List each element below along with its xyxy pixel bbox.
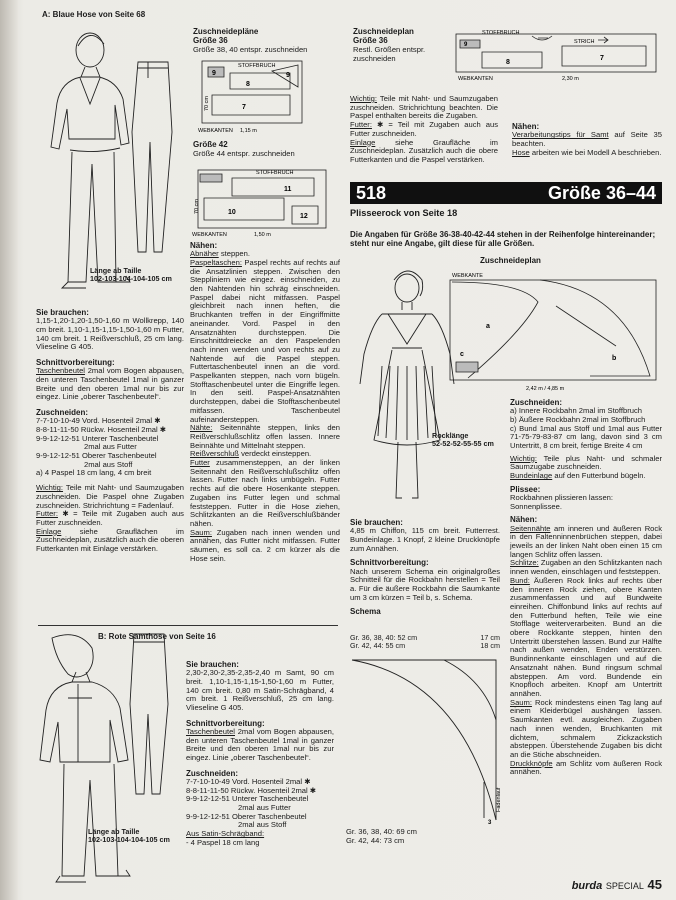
footer-page-number: 45: [647, 877, 662, 892]
b-cut-list: [186, 778, 334, 830]
section-b-title: B: Rote Samthose von Seite 16: [98, 632, 216, 641]
a-plans-size42-note: Größe 44 entspr. zuschneiden: [193, 149, 295, 158]
b-prep-keyword: Taschenbeutel: [186, 726, 235, 736]
s518-cut-b: b) Äußere Rockbahn 2mal im Stoffbruch: [510, 414, 646, 424]
a-prep-text: 2mal vom Bogen abpausen, den unteren Taschenbeutel 1mal in ganzer Breite und den oberen 1mal nur bis zur eingez. Linie „oberer Taschenbeutel“.: [36, 366, 184, 402]
section-518-banner: [350, 182, 662, 204]
a-rv-text: verdeckt einsteppen.: [241, 449, 312, 459]
a-saum-text: Zugaben nach innen wenden und annähen, das Futter nicht mitfassen. Futter säumen, es soll ca. 2 cm kürzer als die Hose sein.: [190, 527, 340, 563]
a-plans-size36-note: Größe 38, 40 entspr. zuschneiden: [193, 45, 308, 54]
a-cut-line: 2mal aus Stoff: [84, 459, 133, 469]
b-plan-note1: Restl. Größen entspr.: [353, 45, 426, 54]
s518-need-text: 4,85 m Chiffon, 115 cm breit. Futterrest. Bundeinlage. 1 Knopf, 2 kleine Druckknöpfe zum Annähen.: [350, 526, 500, 553]
a-cut-plan-36: [190, 55, 310, 137]
s518-n3-text: Äußeren Rock links auf rechts über den inneren Rock ziehen, obere Kanten zusammenfassen und auf Bundweite einreihen. Chiffonbund links auf rechts auf den Futterbund heften, Teile wie eine Stofflage weiterverarbeiten. Bund an die obere Rockkante steppen, hinten den Untertritt überstehen lassen. Bund zur Hälfte nach außen wenden, Enden verstürzen. Bundinnenkante einschlagen und auf die Ansatznaht nähen. Bund ringsum schmal absteppen. Am vord. Bundende ein Knopfloch arbeiten. Knopf am Untertritt annähen.: [510, 575, 662, 698]
figure-a-illustration: [30, 22, 190, 302]
b-hose-keyword: Hose: [512, 147, 530, 157]
s518-cut-heading: Zuschneiden:: [510, 398, 563, 407]
b-plan-stoffbruch: STOFFBRUCH: [482, 30, 520, 36]
a-naehen-heading: Nähen:: [190, 241, 218, 250]
b-prep-heading: Schnittvorbereitung:: [186, 718, 265, 728]
plan518-webkante: WEBKANTE: [452, 273, 483, 279]
page-gutter: [0, 0, 18, 900]
footer-brand: burda: [571, 880, 603, 892]
s518-materials: [350, 518, 500, 617]
b-plan-size: Größe 36: [353, 36, 388, 45]
a-plan42-stoffbruch: STOFFBRUCH: [256, 170, 294, 176]
s518-n3-keyword: Bund:: [510, 575, 530, 585]
a-abnaeher-text: steppen.: [220, 249, 250, 259]
a-einlage-text: siehe Grauflächen im Zuschneideplan, zusätzlich auch die oberen Futterkanten mit Einlage verstärken.: [36, 526, 184, 554]
section-518-intro: Die Angaben für Größe 36-38-40-42-44 stehen in der Reihenfolge hintereinander; steht nur eine Angabe, gilt diese für alle Größen.: [350, 230, 656, 249]
a-einlage-keyword: Einlage: [36, 526, 62, 536]
a-rv-keyword: Reißverschluß: [190, 449, 239, 459]
a-cut-line: 2mal aus Futter: [84, 442, 137, 452]
b-prep-text: 2mal vom Bogen abpausen, den unteren Taschenbeutel 1mal in ganzer Breite und den oberen 1mal nur bis zur eingez. Linie „oberer Taschenbeutel“.: [186, 726, 334, 763]
svg-text:8: 8: [506, 59, 510, 66]
b-futter-text: ✱ = Teil mit Zugaben auch aus Futter zuschneiden.: [350, 120, 498, 138]
a-cut-line: 8-8-11-11-50 Rückw. Hosenteil 2mal ✱: [36, 424, 167, 434]
svg-text:c: c: [460, 351, 464, 358]
b-cut-line: 9-9-12-12-51 Oberer Taschenbeutel: [186, 811, 307, 821]
a-plan42-height: 70 cm: [194, 199, 200, 214]
svg-text:a: a: [486, 323, 490, 330]
schema-l1b: 17 cm: [480, 633, 500, 642]
a-plan36-webkanten: WEBKANTEN: [198, 128, 233, 134]
a-plan36-height: 70 cm: [204, 96, 210, 111]
a-sewing-instructions: [190, 241, 340, 564]
schema-l2b: 18 cm: [480, 641, 500, 651]
svg-text:11: 11: [284, 186, 292, 193]
a-cut-line: a) 4 Paspel 18 cm lang, 4 cm breit: [36, 468, 152, 478]
page-footer: [572, 877, 662, 892]
b-notes-right: [512, 122, 662, 157]
b-plan-strich: STRICH: [574, 39, 595, 45]
a-length-sizes: 102-103-104-104-105 cm: [90, 274, 172, 283]
svg-text:3: 3: [488, 820, 492, 826]
b-materials: [186, 660, 334, 848]
b-wichtig-keyword: Wichtig:: [350, 94, 378, 103]
s518-bund-text: auf den Futterbund bügeln.: [554, 471, 646, 481]
svg-text:b: b: [612, 355, 617, 362]
schema-diagram: [344, 652, 508, 828]
s518-bund-keyword: Bundeinlage: [510, 471, 553, 481]
a-plans-size36: Größe 36: [193, 36, 228, 45]
b-plan-width: 2,30 m: [562, 76, 579, 82]
section-518-number: 518: [356, 183, 387, 203]
figure-b-illustration: [30, 628, 190, 890]
a-cut-line: 9-9-12-12-51 Unterer Taschenbeutel: [36, 433, 159, 443]
b-length-sizes: 102-103-104-104-105 cm: [88, 835, 170, 844]
plan518-width: 2,42 m / 4,85 m: [526, 386, 565, 392]
a-plan36-width: 1,15 m: [240, 128, 257, 134]
a-futter-keyword: Futter:: [36, 509, 58, 519]
schema-b2: Gr. 42, 44: 73 cm: [346, 835, 405, 845]
b-plan-heading: Zuschneideplan: [353, 27, 414, 36]
a-cut-line: 7-7-10-10-49 Vord. Hosenteil 2mal ✱: [36, 416, 161, 426]
s518-wichtig-keyword: Wichtig:: [510, 453, 538, 463]
s518-prep-heading: Schnittvorbereitung:: [350, 558, 429, 568]
a-abnaeher-keyword: Abnäher: [190, 249, 219, 259]
a-length-label: Länge ab Taille: [90, 266, 142, 275]
a-plan42-webkanten: WEBKANTEN: [192, 232, 227, 238]
a-materials: [36, 308, 184, 554]
section-a-title: A: Blaue Hose von Seite 68: [42, 10, 146, 19]
s518-naehen-heading: Nähen:: [510, 515, 538, 525]
a-plans-heading: Zuschneidepläne: [193, 27, 259, 36]
b-satin-text: - 4 Paspel 18 cm lang: [186, 837, 260, 847]
a-cut-list: [36, 417, 184, 478]
b-cut-heading: Zuschneiden:: [186, 768, 239, 778]
schema-b1: Gr. 36, 38, 40: 69 cm: [346, 827, 417, 836]
a-paspel-text: Paspel rechts auf rechts auf die Ansatzlinien steppen. Zwischen den Steppliniern wie eingez. einschneiden, zu den Nahtenden hin schräg einschneiden. Paspel dabei nicht mitfassen. Paspel gleichbreit nach innen heften, die Bruchkanten treffen in der Eingriffmitte aneinander. Vord. Paspel in den Ansatznähten durchsteppen. Die Einschnittdreiecke an den Paspelenden nach innen wenden und von rechts auf zu Nahtende auf die Paspel steppen. Futtertaschenbeutel innen an die vord. Paspelkanten steppen, nach vorn bügeln. Stofftaschenbeutel unter die Eingriffe legen. In den seitl. Paspel-Ansatznähten durchsteppen, dabei die Stofftaschenbeutel mitfassen. Taschenbeutel aufeinandersteppen.: [190, 257, 340, 424]
a-prep-keyword: Taschenbeutel: [36, 366, 85, 376]
s518-n5-keyword: Druckknöpfe: [510, 758, 553, 768]
svg-text:8: 8: [246, 81, 250, 88]
b-wichtig-text: Teile mit Naht- und Saumzugaben zuschneiden. Strichrichtung beachten. Die Paspel enthalten bereits die Zugaben.: [350, 94, 498, 121]
a-naehte-text: Seitennähte steppen, links den Reißverschlußschlitz offen lassen. Innere Beinnähte und Mittelnaht steppen.: [190, 423, 340, 450]
s518-n1-text: am inneren und äußeren Rock in den Faltenninnenbrüchen steppen, dabei jeweils an der linken Naht oben einen 15 cm langen Schlitz offen lassen.: [510, 523, 662, 559]
b-cut-line: 7-7-10-10-49 Vord. Hosenteil 2mal ✱: [186, 776, 311, 786]
section-518-title: Plisseerock von Seite 18: [350, 208, 458, 218]
a-futter-text: ✱ = Teile mit Zugaben auch aus Futter zuschneiden.: [36, 509, 184, 527]
svg-text:12: 12: [300, 213, 308, 220]
s518-n2-keyword: Schlitze:: [510, 558, 539, 568]
a-plans-size42: Größe 42: [193, 140, 228, 149]
b-naehen-heading: Nähen:: [512, 122, 540, 131]
b-cut-line: 8-8-11-11-50 Rückw. Hosenteil 2mal ✱: [186, 785, 317, 795]
a-warn-text: Teile mit Naht- und Saumzugaben zuschneiden. Die Paspel ohne Zugaben zuschneiden. Strichrichtung = Fadenlauf.: [36, 483, 184, 510]
schema-side-fadenlauf: Fadenlauf: [496, 787, 502, 812]
a-saum-keyword: Saum:: [190, 527, 212, 537]
s518-prep-text: Nach unserem Schema ein originalgroßes Schnitteil für die Rockbahn herstellen = Teil a. Für die äußere Rockbahn die Saumkante um 3 cm kürzen = Teil b, s. Schema.: [350, 566, 500, 602]
s518-wichtig-text: Teile plus Naht- und schmaler Saumzugabe zuschneiden.: [510, 453, 662, 472]
section-518-sizes: Größe 36–44: [547, 183, 656, 203]
b-hose-text: arbeiten wie bei Modell A beschrieben.: [531, 147, 662, 157]
a-cut-line: 9-9-12-12-51 Oberer Taschenbeutel: [36, 451, 157, 461]
s518-n4-text: Rock mindestens einen Tag lang auf einem Kleiderbügel aushängen lassen. Saumkanten evtl. ausgleichen. Zugaben nach innen wenden, Bruchkanten mit dichtem, schmalem Zickzackstich absteppen. Überstehende Zugaben bis dicht an die Stiche abschneiden.: [510, 697, 662, 759]
schema-labels-top: [350, 634, 500, 651]
rock-length-sizes: 52-52-52-55-55 cm: [432, 439, 494, 448]
s518-plissee-text: Rockbahnen plissieren lassen: Sonnenplissee.: [510, 493, 613, 511]
s518-cut-c: c) Bund 1mal aus Stoff und 1mal aus Futter 71-75-79-83-87 cm lang, davon sind 3 cm Untertritt, 8 cm breit, fertige Breite 4 cm: [510, 423, 662, 451]
svg-text:9: 9: [286, 72, 290, 79]
b-plan-note2: zuschneiden: [353, 54, 396, 63]
svg-text:9: 9: [464, 42, 468, 48]
svg-text:10: 10: [228, 209, 236, 216]
a-naehte-keyword: Nähte:: [190, 423, 213, 433]
s518-n1-keyword: Seitennähte: [510, 523, 551, 533]
s518-cutting: [510, 398, 662, 777]
b-einlage-text: siehe Graufläche im Zuschneideplan. Zusätzlich auch die obere Futterkanten und die Paspel verstärken.: [350, 137, 498, 164]
s518-n4-keyword: Saum:: [510, 697, 532, 707]
a-cut-heading: Zuschneiden:: [36, 408, 89, 418]
b-einlage-keyword: Einlage: [350, 137, 376, 147]
s518-need-heading: Sie brauchen:: [350, 518, 403, 527]
schema-labels-bottom: [346, 828, 496, 845]
s518-cut-a: a) Innere Rockbahn 2mal im Stoffbruch: [510, 406, 642, 416]
svg-text:9: 9: [212, 70, 216, 77]
b-cut-plan: [442, 26, 664, 86]
b-satin-keyword: Aus Satin-Schrägband:: [186, 829, 265, 839]
rock-length-label: Rocklänge: [432, 431, 469, 440]
footer-special: SPECIAL: [605, 881, 644, 891]
plan-518: [436, 266, 662, 396]
a-warn-keyword: Wichtig:: [36, 483, 64, 493]
b-need-text: 2,30-2,30-2,35-2,35-2,40 m Samt, 90 cm breit. 1,10-1,15-1,15-1,50-1,60 m Futter, 140 cm breit. 0,80 m Satin-Schrägband, 4 cm breit. 1 Reißverschluß, 25 cm lang. Vlieseline G 405.: [186, 668, 334, 713]
a-futter2-keyword: Futter: [190, 458, 210, 468]
a-paspel-keyword: Paspeltaschen:: [190, 257, 242, 267]
b-cut-line: 2mal aus Stoff: [238, 820, 287, 830]
a-need-heading: Sie brauchen:: [36, 308, 89, 317]
a-prep-heading: Schnittvorbereitung:: [36, 358, 115, 368]
section-518-plan-heading: Zuschneideplan: [480, 256, 541, 265]
b-need-heading: Sie brauchen:: [186, 660, 239, 669]
a-plan36-stoffbruch: STOFFBRUCH: [238, 63, 276, 69]
a-cut-plan-42: [184, 158, 334, 240]
s518-n5-text: am Schlitz vom äußeren Rock annähen.: [510, 758, 662, 777]
s518-plissee-heading: Plissee:: [510, 484, 541, 494]
b-samt-keyword: Verarbeitungstips für Samt: [512, 130, 609, 140]
b-length-label: Länge ab Taille: [88, 827, 140, 836]
schema-l1: Gr. 36, 38, 40: 52 cm: [350, 633, 418, 642]
b-cut-line: 9-9-12-12-51 Unterer Taschenbeutel: [186, 794, 309, 804]
b-futter-keyword: Futter:: [350, 120, 372, 130]
a-plan42-width: 1,50 m: [254, 232, 271, 238]
section-divider: [38, 625, 338, 626]
a-futter2-text: zusammensteppen, an der linken Seitennaht den Reißverschlußschlitz offen lassen. Futter nach links umbügeln. Futter rechts auf die obere Hosenkante steppen. Zugaben ins Futter legen und schmal feststeppen. Futter in die Hose ziehen, Schlitzkanten an die Reißverschlußbänder nähen.: [190, 458, 340, 528]
b-notes-left: [350, 95, 498, 165]
b-cut-line: 2mal aus Futter: [238, 803, 291, 813]
svg-text:7: 7: [242, 104, 246, 111]
svg-text:7: 7: [600, 55, 604, 62]
b-plan-webkanten: WEBKANTEN: [458, 76, 493, 82]
a-need-text: 1,15-1,20-1,20-1,50-1,60 m Wollkrepp, 140 cm breit. 1,10-1,15-1,15-1,50-1,60 m Futter, 140 cm breit. 1 Reißverschluß, 25 cm lang. Vlieseline G 405.: [36, 316, 184, 352]
s518-n2-text: Zugaben an den Schlitzkanten nach innen wenden, einschlagen und feststeppen.: [510, 558, 662, 577]
b-samt-text: auf Seite 35 beachten.: [512, 130, 663, 148]
s518-schema-heading: Schema: [350, 607, 381, 617]
schema-l2: Gr. 42, 44: 55 cm: [350, 641, 406, 651]
